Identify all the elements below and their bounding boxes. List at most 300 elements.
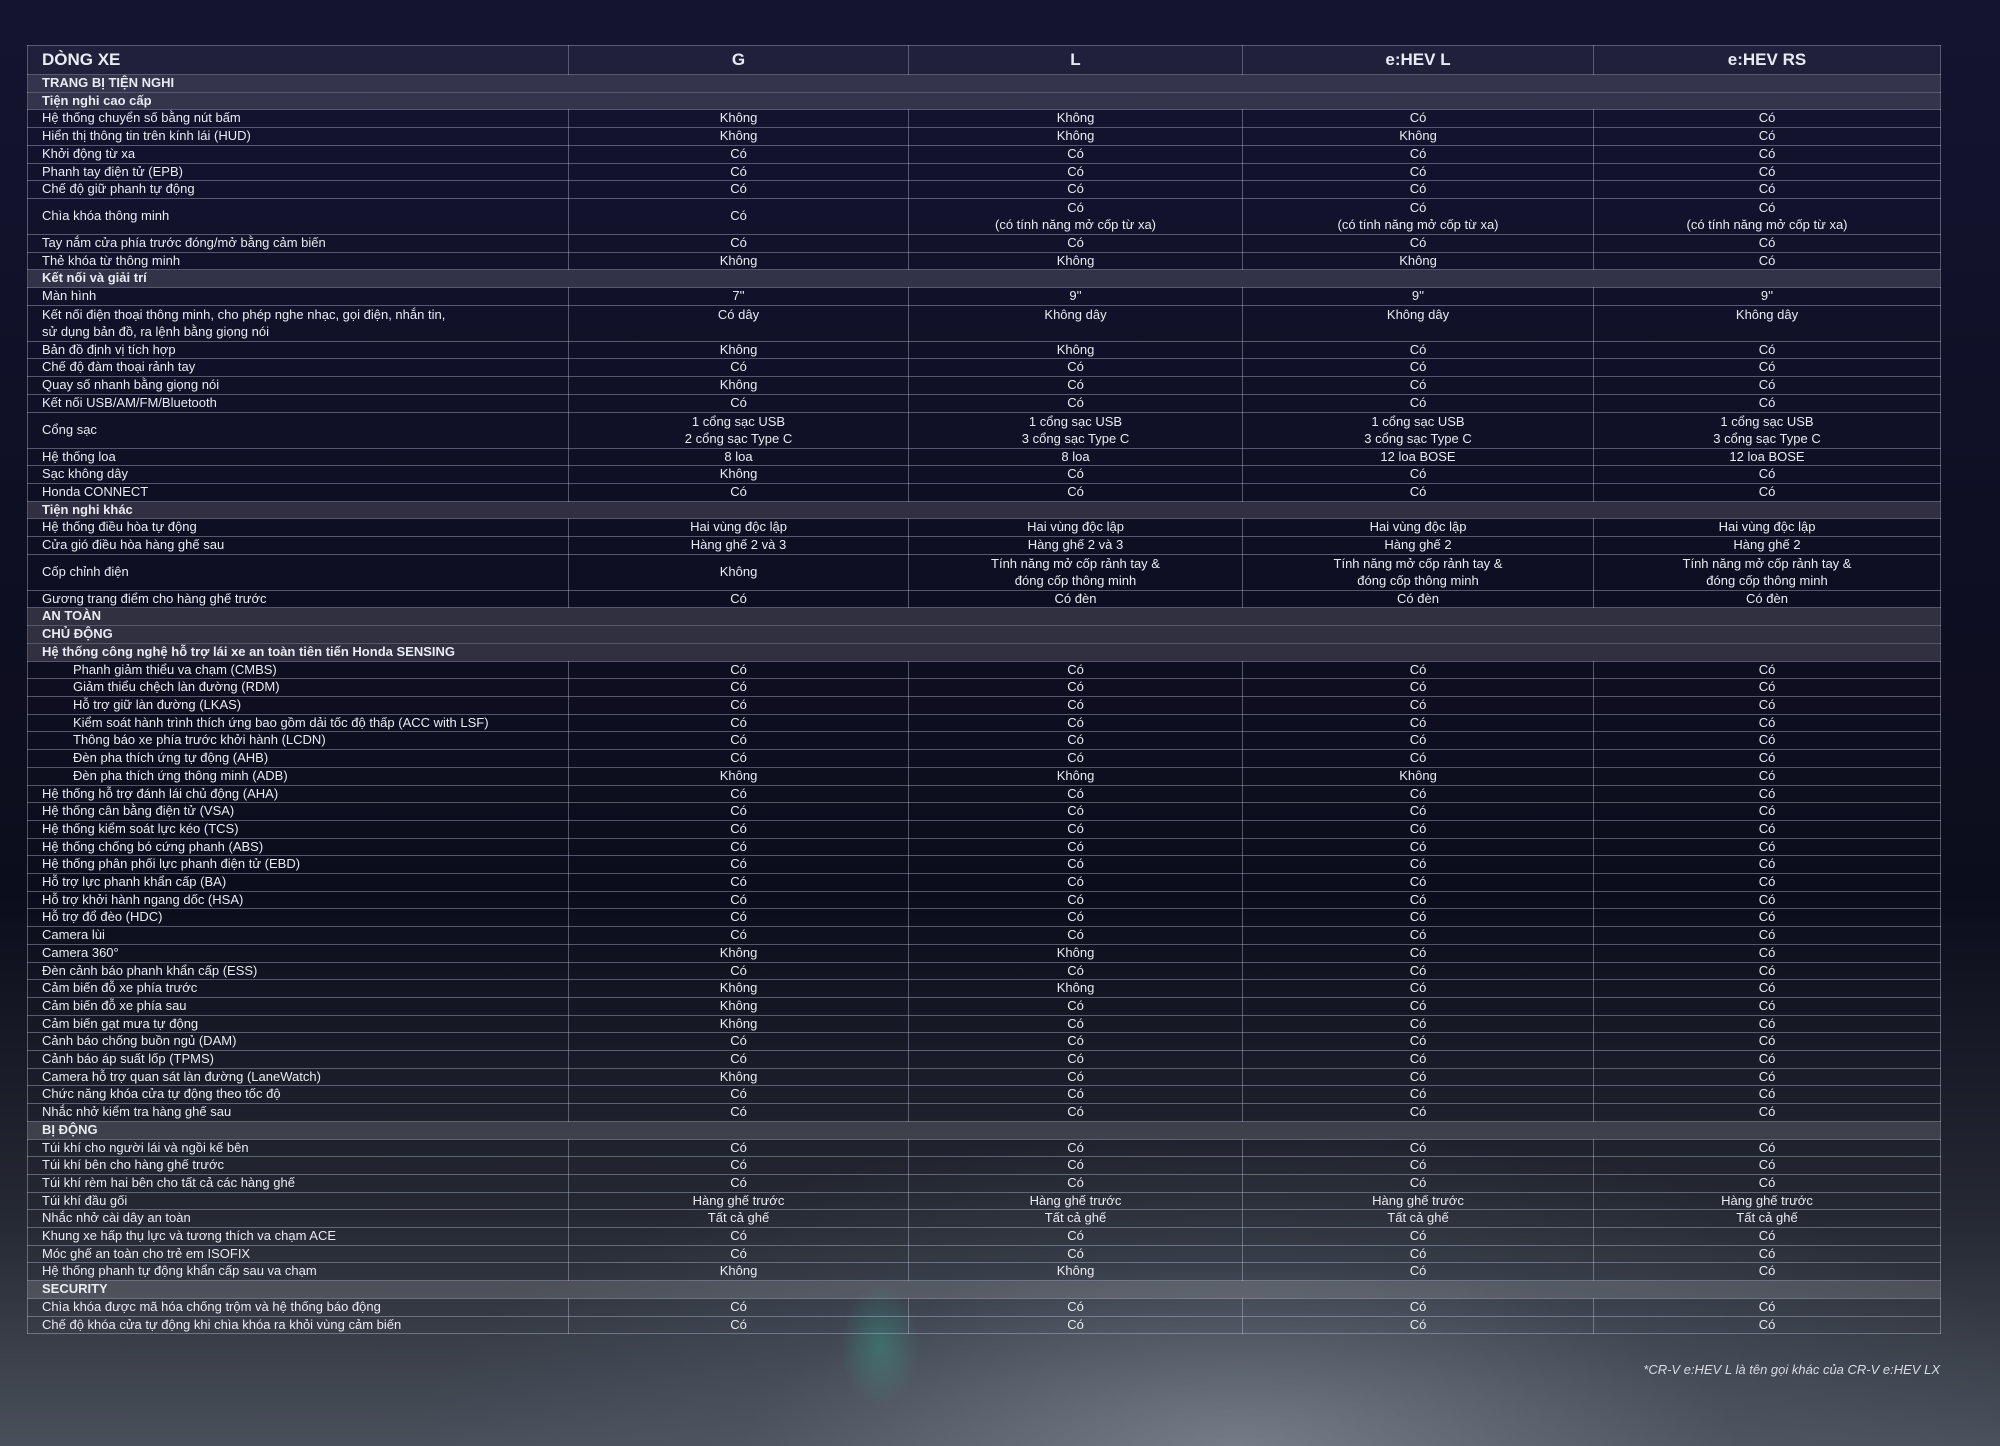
- value-l: Có: [909, 874, 1243, 892]
- value-ehev-l: Hai vùng độc lập: [1243, 519, 1594, 537]
- section-label: Hệ thống công nghệ hỗ trợ lái xe an toàn tiên tiến Honda SENSING: [28, 643, 1941, 661]
- value-l: Có: [909, 997, 1243, 1015]
- value-l: Có: [909, 1228, 1243, 1246]
- value-ehev-rs: Có: [1594, 1086, 1941, 1104]
- section-row: [28, 643, 1941, 661]
- spec-row: [28, 110, 1941, 128]
- section-label: Tiện nghi khác: [28, 501, 1941, 519]
- spec-row: [28, 997, 1941, 1015]
- value-ehev-l: Có: [1243, 820, 1594, 838]
- feature-label: Hệ thống chống bó cứng phanh (ABS): [28, 838, 569, 856]
- value-ehev-rs: Có: [1594, 944, 1941, 962]
- value-ehev-l: Có: [1243, 1015, 1594, 1033]
- value-ehev-l: Có: [1243, 1068, 1594, 1086]
- feature-label: Khung xe hấp thụ lực và tương thích va chạm ACE: [28, 1228, 569, 1246]
- value-ehev-rs: Có: [1594, 252, 1941, 270]
- value-l: Không: [909, 128, 1243, 146]
- value-g: Có: [569, 1174, 909, 1192]
- value-ehev-l: Không: [1243, 128, 1594, 146]
- value-g: Không: [569, 767, 909, 785]
- value-ehev-rs: 9'': [1594, 288, 1941, 306]
- value-ehev-rs: Có: [1594, 128, 1941, 146]
- spec-row: [28, 198, 1941, 234]
- feature-label: Camera hỗ trợ quan sát làn đường (LaneWatch): [28, 1068, 569, 1086]
- value-g: Có: [569, 874, 909, 892]
- value-l: Không: [909, 110, 1243, 128]
- spec-row: [28, 980, 1941, 998]
- value-g: Không: [569, 980, 909, 998]
- value-l: Có: [909, 234, 1243, 252]
- value-ehev-rs: Có: [1594, 1228, 1941, 1246]
- value-g: Không: [569, 377, 909, 395]
- value-g: Có: [569, 181, 909, 199]
- feature-label: Chế độ đàm thoại rảnh tay: [28, 359, 569, 377]
- feature-label: Kết nối USB/AM/FM/Bluetooth: [28, 394, 569, 412]
- feature-label: Hệ thống loa: [28, 448, 569, 466]
- value-ehev-rs: Có: [1594, 874, 1941, 892]
- value-ehev-l: Có: [1243, 944, 1594, 962]
- value-l: Tính năng mở cốp rảnh tay & đóng cốp thông minh: [909, 554, 1243, 590]
- feature-label: Chế độ giữ phanh tự động: [28, 181, 569, 199]
- value-ehev-rs: 1 cổng sạc USB 3 cổng sạc Type C: [1594, 412, 1941, 448]
- feature-label: Chế độ khóa cửa tự động khi chìa khóa ra khỏi vùng cảm biến: [28, 1316, 569, 1334]
- spec-row: [28, 820, 1941, 838]
- value-l: Có: [909, 359, 1243, 377]
- spec-row: [28, 944, 1941, 962]
- spec-row: [28, 1263, 1941, 1281]
- spec-row: [28, 1033, 1941, 1051]
- feature-label: Màn hình: [28, 288, 569, 306]
- value-ehev-rs: Có: [1594, 927, 1941, 945]
- value-ehev-l: Có: [1243, 1086, 1594, 1104]
- value-g: Có: [569, 820, 909, 838]
- section-row: [28, 75, 1941, 93]
- value-ehev-l: Có: [1243, 483, 1594, 501]
- value-ehev-l: Có: [1243, 1139, 1594, 1157]
- spec-row: [28, 909, 1941, 927]
- value-ehev-l: Có: [1243, 1263, 1594, 1281]
- value-ehev-rs: Có: [1594, 1015, 1941, 1033]
- feature-label: Hỗ trợ khởi hành ngang dốc (HSA): [28, 891, 569, 909]
- value-l: Có: [909, 1157, 1243, 1175]
- value-g: Có: [569, 234, 909, 252]
- spec-row: [28, 1139, 1941, 1157]
- feature-label: Hỗ trợ đổ đèo (HDC): [28, 909, 569, 927]
- value-ehev-l: Có: [1243, 181, 1594, 199]
- feature-label: Móc ghế an toàn cho trẻ em ISOFIX: [28, 1245, 569, 1263]
- value-ehev-rs: Có: [1594, 1157, 1941, 1175]
- value-g: Không: [569, 554, 909, 590]
- spec-row: [28, 483, 1941, 501]
- value-g: Hàng ghế 2 và 3: [569, 537, 909, 555]
- value-ehev-l: Có: [1243, 234, 1594, 252]
- feature-label: Hỗ trợ lực phanh khẩn cấp (BA): [28, 874, 569, 892]
- value-l: Có: [909, 661, 1243, 679]
- value-g: Có: [569, 1033, 909, 1051]
- feature-label: Gương trang điểm cho hàng ghế trước: [28, 590, 569, 608]
- spec-row: [28, 288, 1941, 306]
- spec-row: [28, 359, 1941, 377]
- spec-row: [28, 537, 1941, 555]
- header-model-line: DÒNG XE: [28, 46, 569, 75]
- spec-row: [28, 145, 1941, 163]
- feature-label: Đèn pha thích ứng thông minh (ADB): [28, 767, 569, 785]
- spec-row: [28, 519, 1941, 537]
- value-l: Có: [909, 181, 1243, 199]
- value-ehev-rs: Hàng ghế 2: [1594, 537, 1941, 555]
- value-ehev-rs: Có đèn: [1594, 590, 1941, 608]
- value-g: Không: [569, 128, 909, 146]
- value-g: Có: [569, 1157, 909, 1175]
- feature-label: Chức năng khóa cửa tự động theo tốc độ: [28, 1086, 569, 1104]
- value-ehev-l: Không: [1243, 767, 1594, 785]
- section-row: [28, 1121, 1941, 1139]
- value-l: Có: [909, 1033, 1243, 1051]
- value-ehev-l: Có: [1243, 466, 1594, 484]
- section-label: AN TOÀN: [28, 608, 1941, 626]
- value-g: Có: [569, 679, 909, 697]
- feature-label: Chìa khóa thông minh: [28, 198, 569, 234]
- value-ehev-rs: Có: [1594, 856, 1941, 874]
- section-row: [28, 1281, 1941, 1299]
- feature-label: Kết nối điện thoại thông minh, cho phép nghe nhạc, gọi điện, nhắn tin, sử dụng bản đồ, ra lệnh bằng giọng nói: [28, 305, 569, 341]
- value-g: Có: [569, 750, 909, 768]
- value-g: Có: [569, 1316, 909, 1334]
- value-ehev-rs: Hàng ghế trước: [1594, 1192, 1941, 1210]
- feature-label: Quay số nhanh bằng giọng nói: [28, 377, 569, 395]
- value-l: Có: [909, 696, 1243, 714]
- value-ehev-l: Có đèn: [1243, 590, 1594, 608]
- value-ehev-rs: Có: [1594, 696, 1941, 714]
- value-l: Có: [909, 820, 1243, 838]
- header-variant-l: L: [909, 46, 1243, 75]
- feature-label: Hệ thống cân bằng điện tử (VSA): [28, 803, 569, 821]
- section-row: [28, 92, 1941, 110]
- value-ehev-rs: Có: [1594, 394, 1941, 412]
- value-ehev-rs: Hai vùng độc lập: [1594, 519, 1941, 537]
- value-l: Có: [909, 732, 1243, 750]
- value-ehev-l: Hàng ghế trước: [1243, 1192, 1594, 1210]
- value-l: Có: [909, 856, 1243, 874]
- value-ehev-rs: Có: [1594, 962, 1941, 980]
- value-ehev-l: Có: [1243, 679, 1594, 697]
- spec-row: [28, 1068, 1941, 1086]
- value-l: Có: [909, 1245, 1243, 1263]
- value-ehev-l: Tất cả ghế: [1243, 1210, 1594, 1228]
- value-ehev-rs: Có: [1594, 1068, 1941, 1086]
- feature-label: Honda CONNECT: [28, 483, 569, 501]
- value-ehev-rs: Có: [1594, 1174, 1941, 1192]
- value-l: Có: [909, 803, 1243, 821]
- spec-row: [28, 341, 1941, 359]
- value-ehev-rs: Có: [1594, 483, 1941, 501]
- value-ehev-rs: Có: [1594, 714, 1941, 732]
- value-g: Có: [569, 1228, 909, 1246]
- feature-label: Thông báo xe phía trước khởi hành (LCDN): [28, 732, 569, 750]
- value-g: Không: [569, 1263, 909, 1281]
- value-ehev-rs: Tất cả ghế: [1594, 1210, 1941, 1228]
- value-g: Có: [569, 394, 909, 412]
- feature-label: Hiển thị thông tin trên kính lái (HUD): [28, 128, 569, 146]
- feature-label: Cảnh báo chống buồn ngủ (DAM): [28, 1033, 569, 1051]
- value-g: Có: [569, 1139, 909, 1157]
- spec-table-header: [28, 46, 1941, 75]
- feature-label: Cửa gió điều hòa hàng ghế sau: [28, 537, 569, 555]
- value-ehev-rs: Có: [1594, 377, 1941, 395]
- value-g: Không: [569, 1068, 909, 1086]
- value-l: Có: [909, 838, 1243, 856]
- value-ehev-rs: Có: [1594, 661, 1941, 679]
- feature-label: Túi khí đầu gối: [28, 1192, 569, 1210]
- feature-label: Camera 360°: [28, 944, 569, 962]
- spec-row: [28, 590, 1941, 608]
- value-ehev-l: Có: [1243, 1104, 1594, 1122]
- value-ehev-rs: Tính năng mở cốp rảnh tay & đóng cốp thông minh: [1594, 554, 1941, 590]
- feature-label: Cảm biến gạt mưa tự động: [28, 1015, 569, 1033]
- value-ehev-l: Có: [1243, 394, 1594, 412]
- feature-label: Túi khí cho người lái và ngồi kế bên: [28, 1139, 569, 1157]
- value-ehev-l: 1 cổng sạc USB 3 cổng sạc Type C: [1243, 412, 1594, 448]
- spec-row: [28, 1210, 1941, 1228]
- spec-row: [28, 1104, 1941, 1122]
- value-ehev-l: Có: [1243, 1316, 1594, 1334]
- feature-label: Cổng sạc: [28, 412, 569, 448]
- spec-row: [28, 1015, 1941, 1033]
- feature-label: Giảm thiểu chệch làn đường (RDM): [28, 679, 569, 697]
- spec-row: [28, 163, 1941, 181]
- value-g: 1 cổng sạc USB 2 cổng sạc Type C: [569, 412, 909, 448]
- value-l: Có: [909, 466, 1243, 484]
- spec-row: [28, 696, 1941, 714]
- value-ehev-l: 9'': [1243, 288, 1594, 306]
- spec-row: [28, 466, 1941, 484]
- value-ehev-l: 12 loa BOSE: [1243, 448, 1594, 466]
- spec-row: [28, 181, 1941, 199]
- spec-row: [28, 679, 1941, 697]
- value-ehev-rs: Có: [1594, 803, 1941, 821]
- spec-row: [28, 927, 1941, 945]
- value-g: Có: [569, 1051, 909, 1069]
- value-ehev-rs: Không dây: [1594, 305, 1941, 341]
- value-ehev-l: Có: [1243, 909, 1594, 927]
- value-l: Có: [909, 377, 1243, 395]
- feature-label: Hệ thống chuyển số bằng nút bấm: [28, 110, 569, 128]
- value-g: 7'': [569, 288, 909, 306]
- value-g: Có: [569, 962, 909, 980]
- value-ehev-l: Hàng ghế 2: [1243, 537, 1594, 555]
- feature-label: Hỗ trợ giữ làn đường (LKAS): [28, 696, 569, 714]
- value-ehev-l: Có: [1243, 714, 1594, 732]
- feature-label: Hệ thống hỗ trợ đánh lái chủ động (AHA): [28, 785, 569, 803]
- value-ehev-rs: Có: [1594, 891, 1941, 909]
- spec-row: [28, 377, 1941, 395]
- value-ehev-l: Có: [1243, 891, 1594, 909]
- spec-row: [28, 891, 1941, 909]
- spec-row: [28, 448, 1941, 466]
- feature-label: Nhắc nhở cài dây an toàn: [28, 1210, 569, 1228]
- section-row: [28, 626, 1941, 644]
- value-l: Có: [909, 927, 1243, 945]
- feature-label: Hệ thống phanh tự động khẩn cấp sau va chạm: [28, 1263, 569, 1281]
- feature-label: Phanh giảm thiểu va chạm (CMBS): [28, 661, 569, 679]
- spec-row: [28, 732, 1941, 750]
- value-g: Có: [569, 927, 909, 945]
- section-label: SECURITY: [28, 1281, 1941, 1299]
- value-g: Có dây: [569, 305, 909, 341]
- value-l: Có đèn: [909, 590, 1243, 608]
- header-variant-ehev-l: e:HEV L: [1243, 46, 1594, 75]
- value-l: Có: [909, 1298, 1243, 1316]
- feature-label: Nhắc nhở kiểm tra hàng ghế sau: [28, 1104, 569, 1122]
- value-g: Có: [569, 1245, 909, 1263]
- value-l: Có: [909, 1015, 1243, 1033]
- value-g: Có: [569, 163, 909, 181]
- value-ehev-rs: Có: [1594, 679, 1941, 697]
- value-ehev-rs: Có: [1594, 909, 1941, 927]
- spec-row: [28, 1316, 1941, 1334]
- value-ehev-rs: Có: [1594, 750, 1941, 768]
- value-ehev-l: Tính năng mở cốp rảnh tay & đóng cốp thông minh: [1243, 554, 1594, 590]
- value-g: Có: [569, 661, 909, 679]
- value-l: Có: [909, 1068, 1243, 1086]
- value-ehev-rs: Có: [1594, 1263, 1941, 1281]
- value-l: Không: [909, 341, 1243, 359]
- feature-label: Tay nắm cửa phía trước đóng/mở bằng cảm biến: [28, 234, 569, 252]
- spec-row: [28, 767, 1941, 785]
- value-g: 8 loa: [569, 448, 909, 466]
- value-ehev-rs: Có: [1594, 234, 1941, 252]
- feature-label: Bản đồ định vị tích hợp: [28, 341, 569, 359]
- value-ehev-rs: Có: [1594, 1104, 1941, 1122]
- value-g: Có: [569, 803, 909, 821]
- value-l: Có: [909, 1139, 1243, 1157]
- feature-label: Đèn pha thích ứng tự động (AHB): [28, 750, 569, 768]
- value-ehev-l: Có: [1243, 838, 1594, 856]
- value-ehev-rs: Có: [1594, 785, 1941, 803]
- feature-label: Túi khí rèm hai bên cho tất cả các hàng ghế: [28, 1174, 569, 1192]
- value-ehev-rs: Có: [1594, 1316, 1941, 1334]
- section-label: CHỦ ĐỘNG: [28, 626, 1941, 644]
- value-ehev-l: Có: [1243, 1228, 1594, 1246]
- spec-row: [28, 554, 1941, 590]
- value-ehev-l: Có: [1243, 980, 1594, 998]
- feature-label: Kiểm soát hành trình thích ứng bao gồm dải tốc độ thấp (ACC with LSF): [28, 714, 569, 732]
- value-ehev-rs: Có: [1594, 1139, 1941, 1157]
- spec-row: [28, 714, 1941, 732]
- value-l: Có: [909, 1104, 1243, 1122]
- feature-label: Cảnh báo áp suất lốp (TPMS): [28, 1051, 569, 1069]
- value-l: Không: [909, 1263, 1243, 1281]
- value-ehev-rs: Có: [1594, 767, 1941, 785]
- value-g: Có: [569, 785, 909, 803]
- value-l: Có: [909, 909, 1243, 927]
- spec-row: [28, 803, 1941, 821]
- value-ehev-l: Có: [1243, 803, 1594, 821]
- value-l: Không: [909, 767, 1243, 785]
- feature-label: Cảm biến đỗ xe phía sau: [28, 997, 569, 1015]
- value-g: Có: [569, 198, 909, 234]
- value-l: Có: [909, 891, 1243, 909]
- section-label: Kết nối và giải trí: [28, 270, 1941, 288]
- feature-label: Khởi động từ xa: [28, 145, 569, 163]
- feature-label: Hệ thống điều hòa tự động: [28, 519, 569, 537]
- spec-row: [28, 128, 1941, 146]
- value-g: Không: [569, 466, 909, 484]
- value-ehev-l: Có: [1243, 785, 1594, 803]
- spec-row: [28, 962, 1941, 980]
- value-l: Hàng ghế trước: [909, 1192, 1243, 1210]
- feature-label: Camera lùi: [28, 927, 569, 945]
- value-g: Không: [569, 1015, 909, 1033]
- value-ehev-l: Có: [1243, 962, 1594, 980]
- value-g: Có: [569, 1086, 909, 1104]
- value-g: Có: [569, 590, 909, 608]
- feature-label: Đèn cảnh báo phanh khẩn cấp (ESS): [28, 962, 569, 980]
- feature-label: Phanh tay điện tử (EPB): [28, 163, 569, 181]
- value-g: Hai vùng độc lập: [569, 519, 909, 537]
- value-l: Có: [909, 1316, 1243, 1334]
- value-ehev-l: Có: [1243, 927, 1594, 945]
- value-ehev-l: Có: [1243, 1033, 1594, 1051]
- value-g: Có: [569, 856, 909, 874]
- section-row: [28, 501, 1941, 519]
- value-l: Không: [909, 252, 1243, 270]
- value-ehev-l: Có: [1243, 997, 1594, 1015]
- spec-row: [28, 1086, 1941, 1104]
- footnote: *CR-V e:HEV L là tên gọi khác của CR-V e:HEV LX: [1643, 1362, 1940, 1377]
- value-ehev-l: Không: [1243, 252, 1594, 270]
- value-ehev-rs: 12 loa BOSE: [1594, 448, 1941, 466]
- spec-row: [28, 661, 1941, 679]
- value-l: Có: [909, 394, 1243, 412]
- header-variant-ehev-rs: e:HEV RS: [1594, 46, 1941, 75]
- value-g: Có: [569, 145, 909, 163]
- value-ehev-rs: Có: [1594, 110, 1941, 128]
- section-row: [28, 608, 1941, 626]
- value-ehev-rs: Có: [1594, 1033, 1941, 1051]
- feature-label: Túi khí bên cho hàng ghế trước: [28, 1157, 569, 1175]
- spec-row: [28, 1157, 1941, 1175]
- value-ehev-rs: Có: [1594, 732, 1941, 750]
- value-ehev-rs: Có: [1594, 341, 1941, 359]
- value-l: Hai vùng độc lập: [909, 519, 1243, 537]
- spec-row: [28, 1228, 1941, 1246]
- value-ehev-l: Có (có tính năng mở cốp từ xa): [1243, 198, 1594, 234]
- value-ehev-l: Có: [1243, 341, 1594, 359]
- value-g: Không: [569, 252, 909, 270]
- section-label: Tiện nghi cao cấp: [28, 92, 1941, 110]
- value-l: Có: [909, 163, 1243, 181]
- value-ehev-l: Có: [1243, 750, 1594, 768]
- value-ehev-rs: Có: [1594, 820, 1941, 838]
- value-g: Có: [569, 838, 909, 856]
- spec-row: [28, 1174, 1941, 1192]
- spec-row: [28, 252, 1941, 270]
- spec-row: [28, 1192, 1941, 1210]
- feature-label: Sạc không dây: [28, 466, 569, 484]
- spec-row: [28, 874, 1941, 892]
- value-ehev-l: Có: [1243, 874, 1594, 892]
- value-ehev-rs: Có: [1594, 145, 1941, 163]
- value-l: Không: [909, 980, 1243, 998]
- spec-row: [28, 785, 1941, 803]
- value-ehev-rs: Có: [1594, 1051, 1941, 1069]
- section-label: TRANG BỊ TIỆN NGHI: [28, 75, 1941, 93]
- value-l: Có: [909, 1051, 1243, 1069]
- value-l: Không: [909, 944, 1243, 962]
- value-g: Tất cả ghế: [569, 1210, 909, 1228]
- value-ehev-rs: Có: [1594, 181, 1941, 199]
